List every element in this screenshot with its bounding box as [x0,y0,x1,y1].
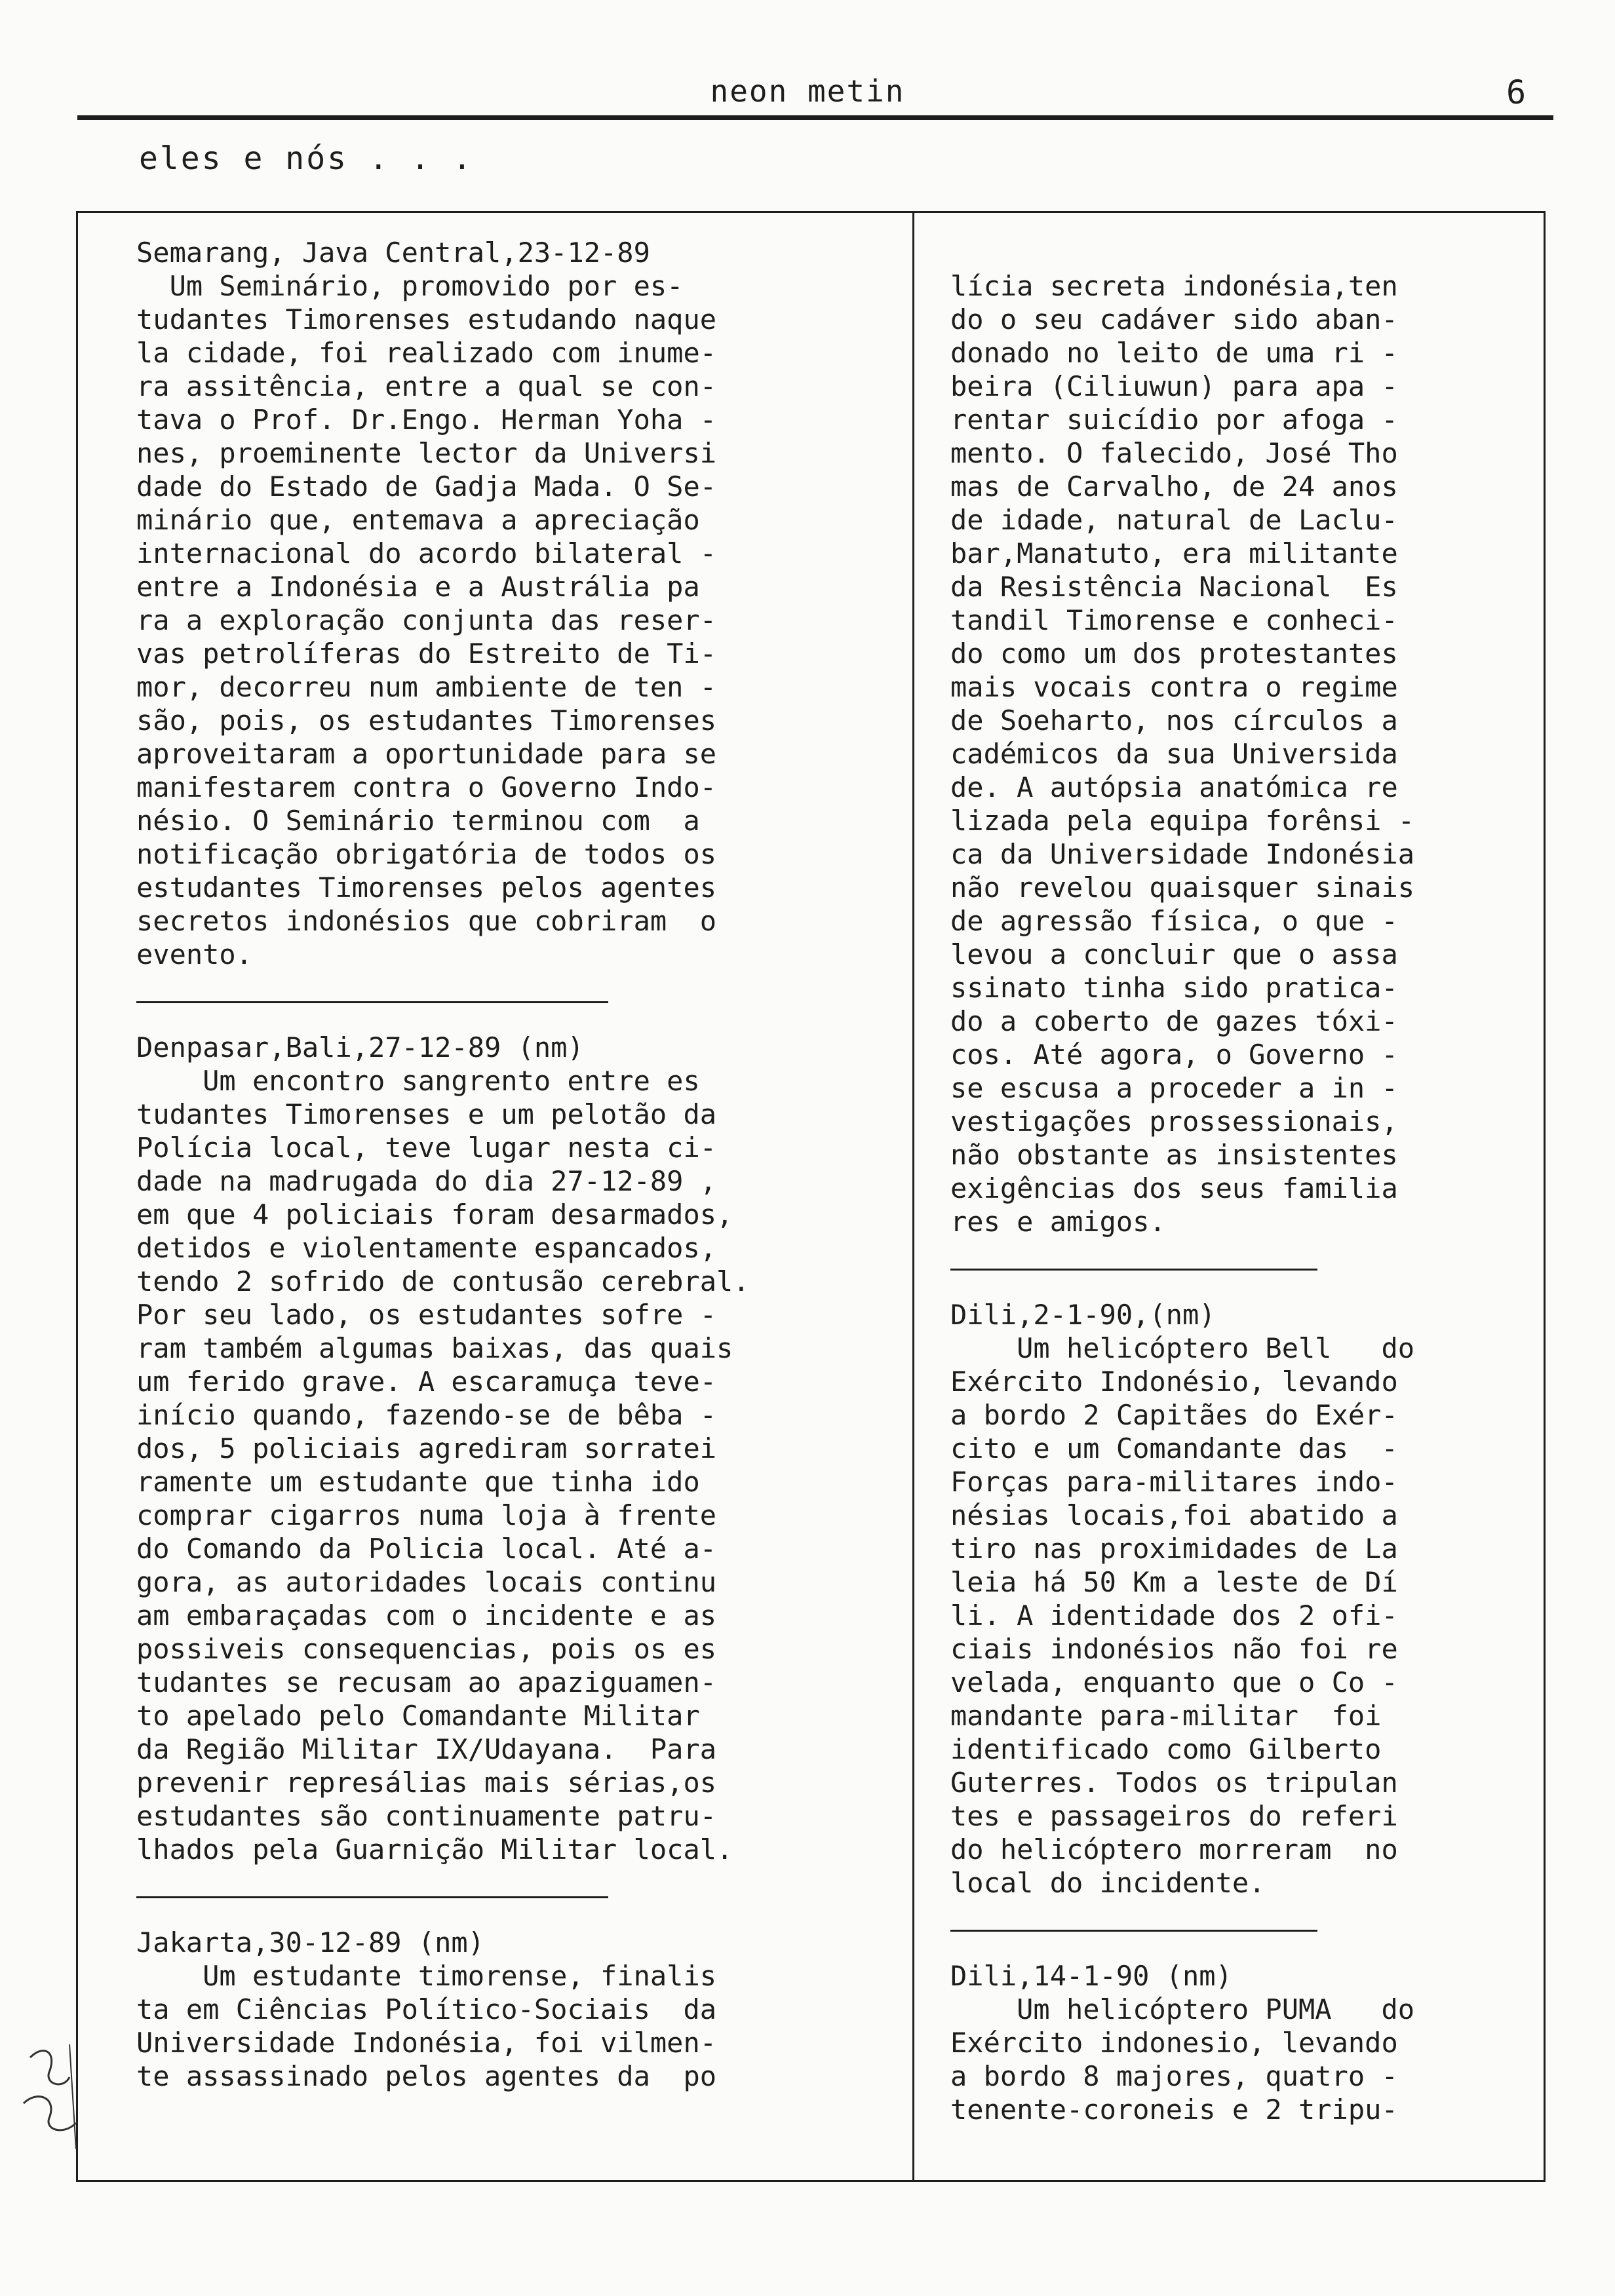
article-line: ra a exploração conjunta das reser- [136,604,717,636]
article-line: do a coberto de gazes tóxi- [950,1005,1398,1037]
article-line: são, pois, os estudantes Timorenses [136,704,717,737]
article-line: de Soeharto, nos círculos a [950,704,1398,737]
article-separator [950,1930,1317,1932]
article-line: internacional do acordo bilateral - [136,537,717,569]
article-line: da Resistência Nacional Es [950,571,1398,603]
article-line: te assassinado pelos agentes da po [136,2060,717,2092]
article-body [136,1959,877,2093]
article-line: não obstante as insistentes [950,1139,1398,1171]
article-line: notificação obrigatória de todos os [136,838,717,870]
article-line: detidos e violentamente espancados, [136,1232,717,1264]
article-line: dade do Estado de Gadja Mada. O Se- [136,470,717,503]
article-line: donado no leito de uma ri - [950,337,1398,369]
article-line: cito e um Comandante das - [950,1432,1398,1464]
article-line: em que 4 policiais foram desarmados, [136,1198,733,1231]
article-line: da Região Militar IX/Udayana. Para [136,1733,717,1765]
article-line: aproveitaram a oportunidade para se [136,738,717,770]
article-line: entre a Indonésia e a Austrália pa [136,571,700,603]
article-line: de agressão física, o que - [950,905,1398,937]
article-line: ram também algumas baixas, das quais [136,1332,733,1364]
article-line: dade na madrugada do dia 27-12-89 , [136,1165,717,1197]
article-line: manifestarem contra o Governo Indo- [136,771,717,803]
article-line: tes e passageiros do referi [950,1800,1398,1832]
article-body [950,1331,1540,1900]
article-line: um ferido grave. A escaramuça teve- [136,1366,717,1398]
article-line: ta em Ciências Político-Sociais da [136,1993,717,2025]
article-line: vas petrolíferas do Estreito de Ti- [136,638,717,670]
article-line: do o seu cadáver sido aban- [950,303,1398,335]
article-line: tendo 2 sofrido de contusão cerebral. [136,1265,750,1297]
article-line: tenente-coroneis e 2 tripu- [950,2094,1398,2126]
article-line: bar,Manatuto, era militante [950,537,1398,569]
article-line: lhados pela Guarnição Militar local. [136,1833,733,1866]
article-line: Polícia local, teve lugar nesta ci- [136,1132,717,1164]
article-line: prevenir represálias mais sérias,os [136,1767,717,1799]
article-dateline: Dili,14-1-90 (nm) [950,1960,1232,1992]
article-line: to apelado pelo Comandante Militar [136,1700,700,1732]
article-line: possiveis consequencias, pois os es [136,1633,717,1665]
article-dateline: Semarang, Java Central,23-12-89 [136,237,650,269]
article-dateline: Denpasar,Bali,27-12-89 (nm) [136,1031,584,1063]
article-line: gora, as autoridades locais continu [136,1566,717,1598]
article-line: ca da Universidade Indonésia [950,838,1415,870]
article-line: de. A autópsia anatómica re [950,771,1398,803]
article-separator [950,1269,1317,1271]
article-line: de idade, natural de Laclu- [950,504,1398,536]
article-line: rentar suicídio por afoga - [950,404,1398,436]
article-line: início quando, fazendo-se de bêba - [136,1399,717,1431]
article-line: cadémicos da sua Universida [950,738,1398,770]
article-line: não revelou quaisquer sinais [950,871,1415,904]
article-separator [136,1896,608,1898]
article-body [136,1064,877,1866]
article-line: identificado como Gilberto [950,1733,1382,1765]
article-body [950,269,1540,1238]
handwritten-margin-mark [4,2018,102,2175]
article-line: do helicóptero morreram no [950,1833,1398,1866]
article-dateline [950,236,1540,269]
article-dateline: Dili,2-1-90,(nm) [950,1299,1216,1331]
left-column [136,236,877,2093]
article-line: nésio. O Seminário terminou com a [136,805,700,837]
article-line: leia há 50 Km a leste de Dí [950,1566,1398,1598]
article-body [950,1993,1540,2126]
article-line: minário que, entemava a apreciação [136,504,700,536]
article-line: mento. O falecido, José Tho [950,437,1398,469]
article-line: a bordo 8 majores, quatro - [950,2060,1398,2092]
article-line: Exército indonesio, levando [950,2027,1398,2059]
page-header-title: neon metin [710,73,905,109]
section-subtitle: eles e nós . . . [139,140,474,177]
article-line: vestigações prossessionais, [950,1105,1398,1138]
article-line: tava o Prof. Dr.Engo. Herman Yoha - [136,404,717,436]
article-line: mais vocais contra o regime [950,671,1398,703]
article-line: levou a concluir que o assa [950,938,1398,970]
article-line: tudantes Timorenses estudando naque [136,303,717,335]
article-line: do Comando da Policia local. Até a- [136,1533,717,1565]
article-line: Um helicóptero Bell do [950,1332,1415,1364]
header-rule [77,115,1553,120]
article-line: lizada pela equipa forênsi - [950,805,1415,837]
article-line: tudantes Timorenses e um pelotão da [136,1098,717,1130]
article-line: velada, enquanto que o Co - [950,1666,1398,1698]
article-line: la cidade, foi realizado com inume- [136,337,717,369]
right-column [950,236,1540,2126]
article-line: tudantes se recusam ao apaziguamen- [136,1666,717,1698]
article-line: am embaraçadas com o incidente e as [136,1599,717,1632]
article-line: nes, proeminente lector da Universi [136,437,717,469]
article-line: lícia secreta indonésia,ten [950,270,1398,302]
article-line: nésias locais,foi abatido a [950,1499,1398,1531]
article-line: res e amigos. [950,1206,1166,1238]
article-line: Um estudante timorense, finalis [136,1960,717,1992]
article-line: Um helicóptero PUMA do [950,1993,1415,2025]
column-divider [912,211,914,2182]
article-line: comprar cigarros numa loja à frente [136,1499,717,1531]
article-line: mas de Carvalho, de 24 anos [950,470,1398,503]
article-line: ssinato tinha sido pratica- [950,972,1398,1004]
article-line: Guterres. Todos os tripulan [950,1767,1398,1799]
article-line: li. A identidade dos 2 ofi- [950,1599,1398,1632]
article-line: evento. [136,938,253,970]
article-line: Um Seminário, promovido por es- [136,270,684,302]
article-line: do como um dos protestantes [950,638,1398,670]
article-line: secretos indonésios que cobriram o [136,905,717,937]
article-line: dos, 5 policiais agrediram sorratei [136,1432,717,1464]
article-line: Por seu lado, os estudantes sofre - [136,1299,717,1331]
article-line: Forças para-militares indo- [950,1466,1398,1498]
article-dateline: Jakarta,30-12-89 (nm) [136,1926,485,1959]
page-number: 6 [1506,73,1527,111]
article-line: estudantes são continuamente patru- [136,1800,717,1832]
article-line: se escusa a proceder a in - [950,1072,1398,1104]
article-line: tandil Timorense e conheci- [950,604,1398,636]
article-line: local do incidente. [950,1867,1266,1899]
article-line: a bordo 2 Capitães do Exér- [950,1399,1398,1431]
article-line: Um encontro sangrento entre es [136,1065,700,1097]
article-line: beira (Ciliuwun) para apa - [950,370,1398,402]
article-line: cos. Até agora, o Governo - [950,1039,1398,1071]
article-body [136,269,877,971]
article-line: ra assitência, entre a qual se con- [136,370,717,402]
article-line: Universidade Indonésia, foi vilmen- [136,2027,717,2059]
article-line: mor, decorreu num ambiente de ten - [136,671,717,703]
article-line: tiro nas proximidades de La [950,1533,1398,1565]
article-separator [136,1001,608,1003]
article-line: mandante para-militar foi [950,1700,1382,1732]
article-line: estudantes Timorenses pelos agentes [136,871,717,904]
article-line: exigências dos seus familia [950,1172,1398,1204]
article-line: ramente um estudante que tinha ido [136,1466,700,1498]
article-line: Exército Indonésio, levando [950,1366,1398,1398]
article-line: ciais indonésios não foi re [950,1633,1398,1665]
